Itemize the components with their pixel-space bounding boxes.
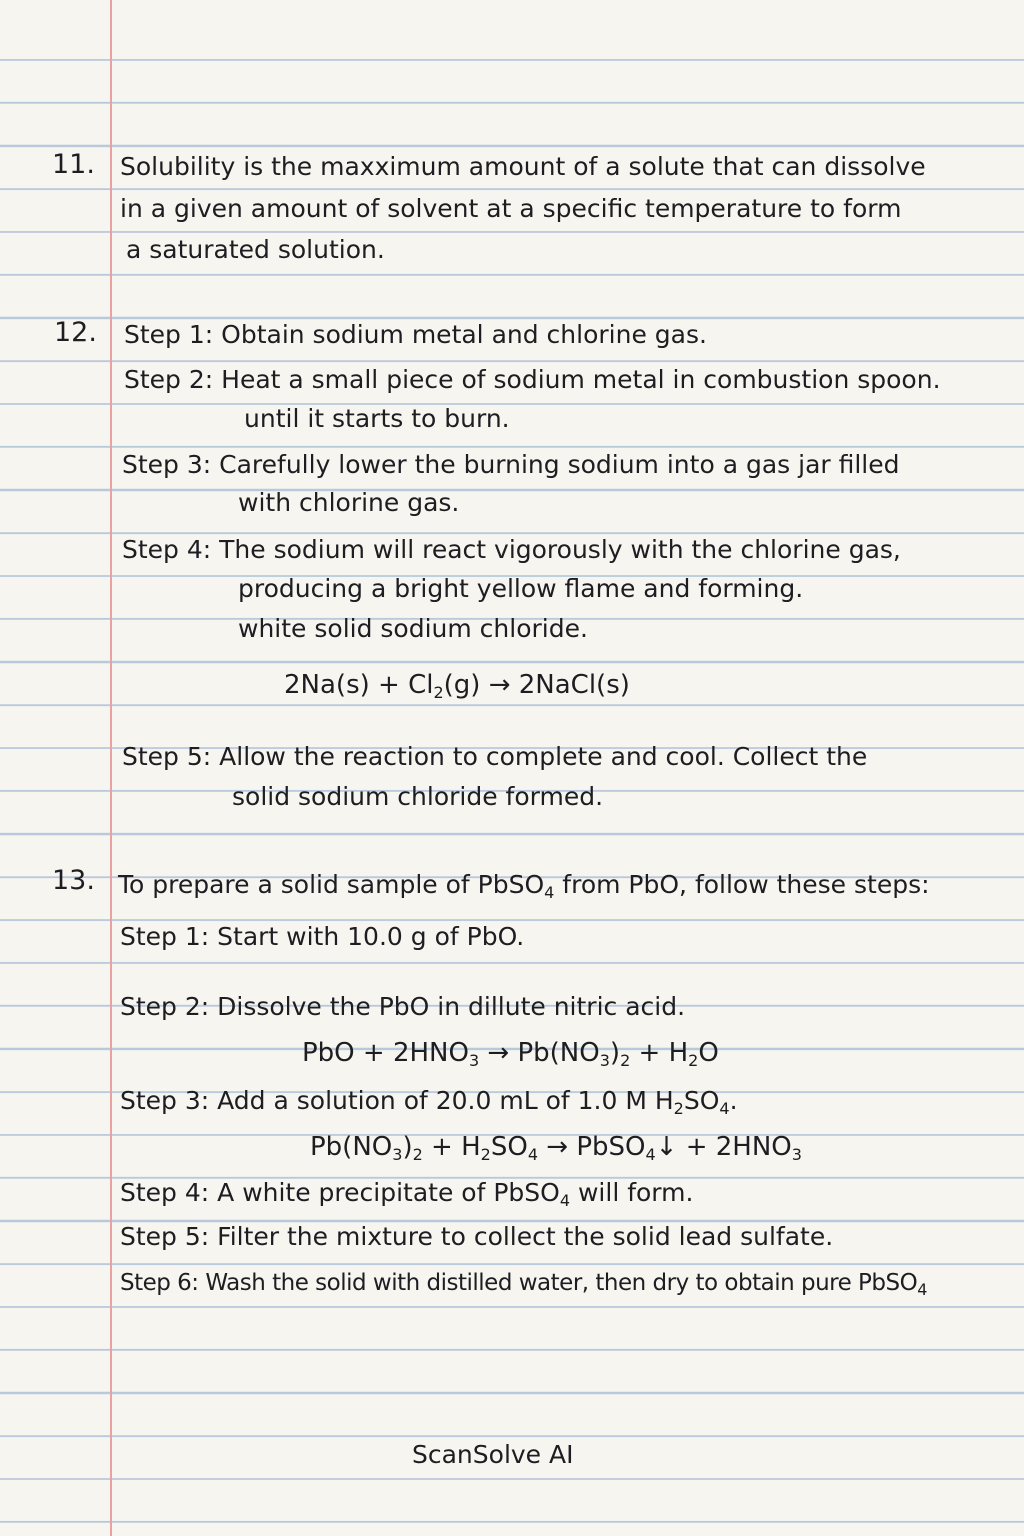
- q12-step1: Step 1: Obtain sodium metal and chlorine gas.: [124, 320, 707, 349]
- q13-step4: Step 4: A white precipitate of PbSO$_4$ will form.: [120, 1178, 694, 1210]
- q12-step2-line1: Step 2: Heat a small piece of sodium metal in combustion spoon.: [124, 365, 941, 394]
- q12-step2-line2: until it starts to burn.: [244, 404, 510, 433]
- q12-step4-line3: white solid sodium chloride.: [238, 614, 588, 643]
- q13-step2: Step 2: Dissolve the PbO in dillute nitric acid.: [120, 992, 686, 1021]
- q12-step3-line1: Step 3: Carefully lower the burning sodium into a gas jar filled: [122, 450, 900, 479]
- q13-step5: Step 5: Filter the mixture to collect the solid lead sulfate.: [120, 1222, 834, 1251]
- q12-step5-line1: Step 5: Allow the reaction to complete and cool. Collect the: [122, 742, 868, 771]
- q12-step3-line2: with chlorine gas.: [238, 488, 460, 517]
- footer-brand: ScanSolve AI: [412, 1440, 574, 1469]
- margin-line: [110, 0, 112, 1536]
- q12-equation: $2Na(s) + Cl_2(g)$ → 2NaCl(s): [284, 670, 630, 702]
- q11-number: 11.: [52, 149, 95, 180]
- q13-step6: Step 6: Wash the solid with distilled water, then dry to obtain pure PbSO$_4$: [120, 1270, 927, 1299]
- q11-line-3: a saturated solution.: [126, 235, 385, 264]
- q13-step1: Step 1: Start with 10.0 g of PbO.: [120, 922, 525, 951]
- q12-step4-line1: Step 4: The sodium will react vigorously with the chlorine gas,: [122, 535, 901, 564]
- q13-number: 13.: [52, 865, 95, 896]
- q11-line-2: in a given amount of solvent at a specific temperature to form: [120, 194, 902, 223]
- q13-step3: Step 3: Add a solution of 20.0 mL of 1.0 M $H_2SO_4$.: [120, 1086, 738, 1118]
- q12-number: 12.: [54, 317, 97, 348]
- q11-line-1: Solubility is the maxximum amount of a solute that can dissolve: [120, 152, 926, 181]
- q13-equation-2: $Pb(NO_3)_2 + H_2SO_4$ → PbSO$_4$↓ + $2HNO_3$: [310, 1132, 802, 1164]
- q13-intro: To prepare a solid sample of PbSO$_4$ from PbO, follow these steps:: [118, 870, 930, 902]
- q12-step5-line2: solid sodium chloride formed.: [232, 782, 604, 811]
- q13-equation-1: PbO + $2HNO_3 \to Pb(NO_3)_2 + H_2O$: [302, 1038, 719, 1070]
- q12-step4-line2: producing a bright yellow flame and forming.: [238, 574, 804, 603]
